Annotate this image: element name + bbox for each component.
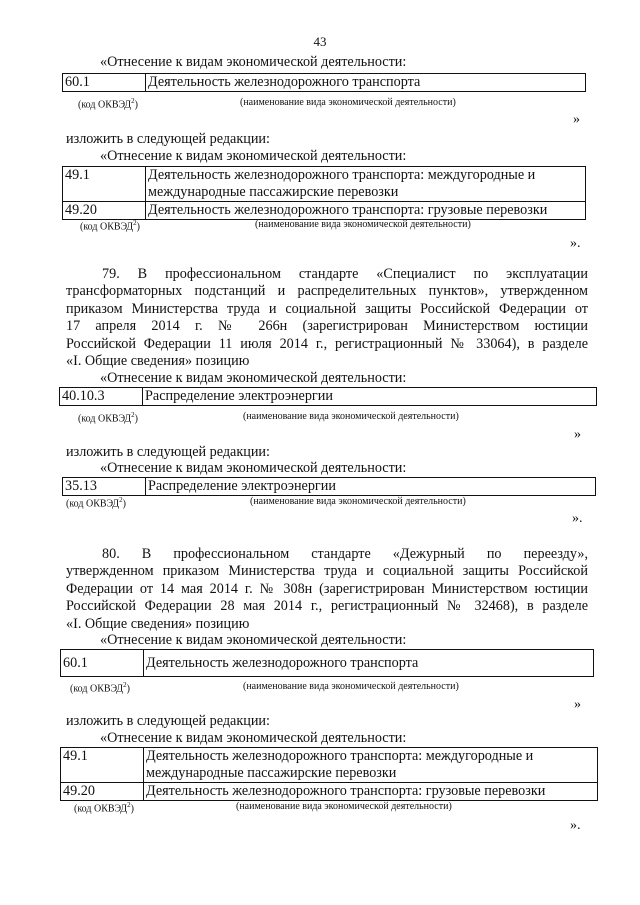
name-caption: (наименование вида экономической деятельности)	[250, 496, 466, 507]
name-caption: (наименование вида экономической деятельности)	[243, 411, 459, 422]
okved-table	[62, 166, 586, 220]
table-row	[63, 74, 586, 92]
okved-table	[60, 747, 598, 801]
code-caption: (код ОКВЭД$^2$)	[80, 219, 140, 233]
okved-code: 35.13	[63, 478, 146, 496]
paragraph-line: «I. Общие сведения» позицию	[66, 615, 250, 632]
activity-name: Деятельность железнодорожного транспорта: грузовые перевозки	[144, 783, 598, 801]
activity-name: Распределение электроэнергии	[143, 388, 597, 406]
heading: «Отнесение к видам экономической деятельности:	[100, 632, 407, 648]
activity-name: Распределение электроэнергии	[146, 478, 596, 496]
table-row	[61, 748, 598, 783]
okved-code: 49.1	[61, 748, 144, 783]
activity-name: Деятельность железнодорожного транспорта	[146, 74, 586, 92]
name-caption: (наименование вида экономической деятельности)	[240, 97, 456, 108]
code-caption: (код ОКВЭД$^2$)	[70, 681, 130, 695]
paragraph-line: трансформаторных подстанций и распределительных пунктов», утвержденном	[66, 283, 588, 300]
okved-code: 49.20	[61, 783, 144, 801]
okved-code: 60.1	[61, 650, 144, 677]
name-caption: (наименование вида экономической деятельности)	[243, 681, 459, 692]
activity-name: Деятельность железнодорожного транспорта: междугородные и международные пассажирские перевозки	[146, 167, 586, 202]
code-caption: (код ОКВЭД$^2$)	[66, 496, 126, 510]
okved-table	[62, 477, 596, 496]
paragraph-line: 17 апреля 2014 г. № 266н (зарегистрирован Министерством юстиции	[66, 318, 588, 335]
okved-code: 40.10.3	[60, 388, 143, 406]
code-caption: (код ОКВЭД$^2$)	[74, 801, 134, 815]
close-quote: »	[574, 427, 581, 442]
edit-intro: изложить в следующей редакции:	[66, 131, 270, 147]
code-caption: (код ОКВЭД$^2$)	[78, 411, 138, 425]
okved-code: 49.20	[63, 202, 146, 220]
name-caption: (наименование вида экономической деятельности)	[255, 219, 471, 230]
okved-code: 49.1	[63, 167, 146, 202]
heading: «Отнесение к видам экономической деятельности:	[100, 54, 407, 70]
paragraph-line: Российской Федерации 11 июля 2014 г., регистрационный № 33064), в разделе	[66, 335, 588, 352]
paragraph-line: приказом Министерства труда и социальной защиты Российской Федерации от	[66, 300, 588, 317]
close-quote: »	[573, 112, 580, 127]
table-row	[63, 202, 586, 220]
close-quote: ».	[570, 236, 581, 251]
heading: «Отнесение к видам экономической деятельности:	[100, 370, 407, 386]
close-quote: »	[574, 697, 581, 712]
paragraph-line: Российской Федерации 28 мая 2014 г., регистрационный № 32468), в разделе	[66, 598, 588, 615]
table-row	[63, 167, 586, 202]
close-quote: ».	[572, 511, 583, 526]
okved-code: 60.1	[63, 74, 146, 92]
heading: «Отнесение к видам экономической деятельности:	[100, 460, 407, 476]
paragraph-line: «I. Общие сведения» позицию	[66, 353, 250, 370]
heading: «Отнесение к видам экономической деятельности:	[100, 148, 407, 164]
okved-table	[59, 387, 597, 406]
paragraph-line: утвержденном приказом Министерства труда и социальной защиты Российской	[66, 563, 588, 580]
name-caption: (наименование вида экономической деятельности)	[236, 801, 452, 812]
close-quote: ».	[570, 818, 581, 833]
paragraph-line: 80. В профессиональном стандарте «Дежурный по переезду»,	[102, 546, 588, 562]
page-number: 43	[313, 34, 327, 49]
paragraph-line: 79. В профессиональном стандарте «Специалист по эксплуатации	[102, 266, 588, 282]
edit-intro: изложить в следующей редакции:	[66, 444, 270, 460]
code-caption: (код ОКВЭД$^2$)	[78, 97, 138, 111]
activity-name: Деятельность железнодорожного транспорта	[144, 650, 594, 677]
activity-name: Деятельность железнодорожного транспорта: грузовые перевозки	[146, 202, 586, 220]
paragraph-79	[66, 266, 588, 370]
paragraph-line: Федерации от 14 мая 2014 г. № 308н (зарегистрирован Министерством юстиции	[66, 580, 588, 597]
table-row	[61, 783, 598, 801]
table-row	[61, 650, 594, 677]
activity-name: Деятельность железнодорожного транспорта: междугородные и международные пассажирские перевозки	[144, 748, 598, 783]
okved-table	[60, 649, 594, 677]
edit-intro: изложить в следующей редакции:	[66, 713, 270, 729]
table-row	[60, 388, 597, 406]
okved-table	[62, 73, 586, 92]
table-row	[63, 478, 596, 496]
paragraph-80	[66, 546, 588, 633]
heading: «Отнесение к видам экономической деятельности:	[100, 730, 407, 746]
